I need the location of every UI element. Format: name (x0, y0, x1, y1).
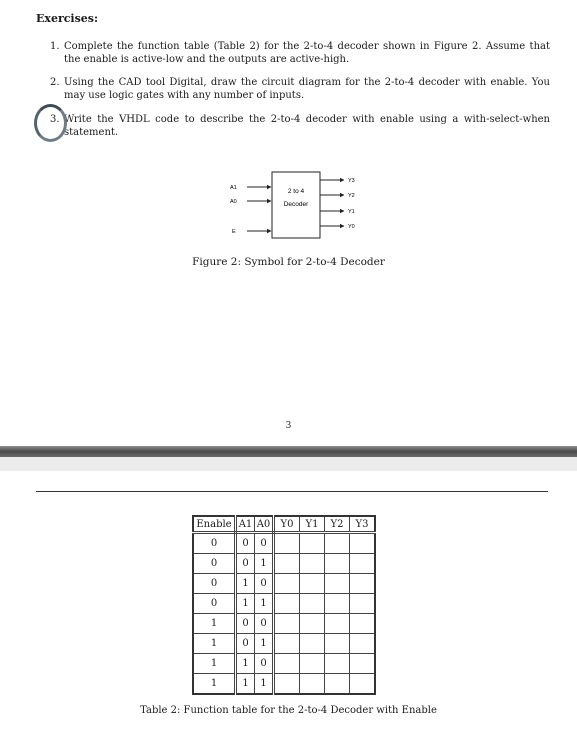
output-y3 (320, 178, 355, 184)
exercise-1 (50, 40, 550, 66)
output-y0 (320, 224, 355, 230)
table-caption: Table 2: Function table for the 2-to-4 Decoder with Enable (140, 705, 437, 716)
cell-a1: 0 (236, 614, 255, 634)
input-a1 (230, 185, 271, 191)
header-enable: Enable (193, 516, 236, 533)
cell-enable: 0 (193, 574, 236, 594)
input-a1-label: A1 (230, 185, 237, 191)
output-y2 (320, 193, 355, 199)
cell-a0: 0 (255, 574, 274, 594)
header-rule (36, 491, 548, 492)
annotation-circle (34, 104, 67, 142)
cell-y2[interactable] (325, 554, 350, 574)
cell-y3[interactable] (350, 574, 376, 594)
cell-y1[interactable] (300, 654, 325, 674)
input-enable-label: E (232, 229, 236, 235)
table-row (193, 574, 375, 594)
cell-a1: 1 (236, 594, 255, 614)
cell-y0[interactable] (274, 574, 300, 594)
header-a0: A0 (255, 516, 274, 533)
decoder-figure (220, 168, 370, 248)
cell-y2[interactable] (325, 674, 350, 695)
cell-y3[interactable] (350, 674, 376, 695)
cell-y3[interactable] (350, 614, 376, 634)
cell-y1[interactable] (300, 574, 325, 594)
cell-y3[interactable] (350, 634, 376, 654)
figure-caption: Figure 2: Symbol for 2-to-4 Decoder (192, 256, 385, 268)
cell-y1[interactable] (300, 674, 325, 695)
cell-y1[interactable] (300, 634, 325, 654)
cell-y0[interactable] (274, 674, 300, 695)
cell-y3[interactable] (350, 554, 376, 574)
cell-y0[interactable] (274, 554, 300, 574)
cell-y3[interactable] (350, 594, 376, 614)
exercises-heading: Exercises: (36, 12, 99, 25)
cell-a0: 1 (255, 554, 274, 574)
cell-y1[interactable] (300, 533, 325, 554)
cell-a0: 0 (255, 533, 274, 554)
cell-a1: 1 (236, 574, 255, 594)
table-row (193, 594, 375, 614)
cell-y1[interactable] (300, 614, 325, 634)
cell-y2[interactable] (325, 533, 350, 554)
input-a0-label: A0 (230, 199, 237, 205)
header-y3: Y3 (350, 516, 376, 533)
cell-a1: 0 (236, 634, 255, 654)
cell-y3[interactable] (350, 533, 376, 554)
header-a1: A1 (236, 516, 255, 533)
cell-y0[interactable] (274, 533, 300, 554)
output-y0-label: Y0 (348, 224, 355, 230)
output-y2-label: Y2 (348, 193, 355, 199)
cell-enable: 0 (193, 533, 236, 554)
cell-a1: 0 (236, 554, 255, 574)
exercise-number: 2. (50, 77, 60, 88)
decoder-box-line2: Decoder (283, 201, 309, 208)
cell-a1: 0 (236, 533, 255, 554)
cell-a0: 1 (255, 594, 274, 614)
cell-y0[interactable] (274, 634, 300, 654)
header-y2: Y2 (325, 516, 350, 533)
page-gap (0, 457, 577, 471)
table-row (193, 614, 375, 634)
cell-y2[interactable] (325, 574, 350, 594)
cell-a0: 0 (255, 614, 274, 634)
cell-a1: 1 (236, 674, 255, 695)
exercise-text: Complete the function table (Table 2) for the 2-to-4 decoder shown in Figure 2. Assume that the enable is active-low and the outputs are active-high. (64, 41, 550, 65)
table-header-row (193, 516, 375, 533)
output-y1 (320, 209, 355, 215)
cell-a1: 1 (236, 654, 255, 674)
page-divider (0, 446, 577, 457)
table-row (193, 554, 375, 574)
cell-a0: 1 (255, 674, 274, 695)
cell-y2[interactable] (325, 614, 350, 634)
input-a0 (230, 199, 271, 205)
cell-a0: 0 (255, 654, 274, 674)
exercise-number: 3. (50, 114, 60, 125)
cell-enable: 1 (193, 634, 236, 654)
output-y1-label: Y1 (348, 209, 355, 215)
page-number: 3 (285, 421, 292, 431)
cell-enable: 1 (193, 654, 236, 674)
exercise-number: 1. (50, 41, 60, 52)
exercise-3 (50, 113, 550, 139)
cell-enable: 0 (193, 594, 236, 614)
header-y0: Y0 (274, 516, 300, 533)
cell-y1[interactable] (300, 554, 325, 574)
cell-y2[interactable] (325, 594, 350, 614)
table-row (193, 654, 375, 674)
decoder-box-line1: 2 to 4 (287, 188, 305, 195)
table-row (193, 533, 375, 554)
cell-y0[interactable] (274, 654, 300, 674)
cell-y0[interactable] (274, 614, 300, 634)
cell-y1[interactable] (300, 594, 325, 614)
page-4 (0, 471, 577, 730)
table-row (193, 634, 375, 654)
cell-y3[interactable] (350, 654, 376, 674)
header-y1: Y1 (300, 516, 325, 533)
function-table (192, 515, 376, 695)
exercise-2 (50, 76, 550, 102)
cell-enable: 0 (193, 554, 236, 574)
cell-enable: 1 (193, 674, 236, 695)
table-row (193, 674, 375, 695)
exercise-text: Write the VHDL code to describe the 2-to-4 decoder with enable using a with-select-when statement. (64, 114, 550, 138)
cell-a0: 1 (255, 634, 274, 654)
cell-y0[interactable] (274, 594, 300, 614)
output-y3-label: Y3 (348, 178, 355, 184)
exercise-text: Using the CAD tool Digital, draw the circuit diagram for the 2-to-4 decoder with enable. You may use logic gates with any number of inputs. (64, 77, 550, 101)
cell-enable: 1 (193, 614, 236, 634)
input-enable (232, 229, 271, 235)
cell-y2[interactable] (325, 634, 350, 654)
cell-y2[interactable] (325, 654, 350, 674)
